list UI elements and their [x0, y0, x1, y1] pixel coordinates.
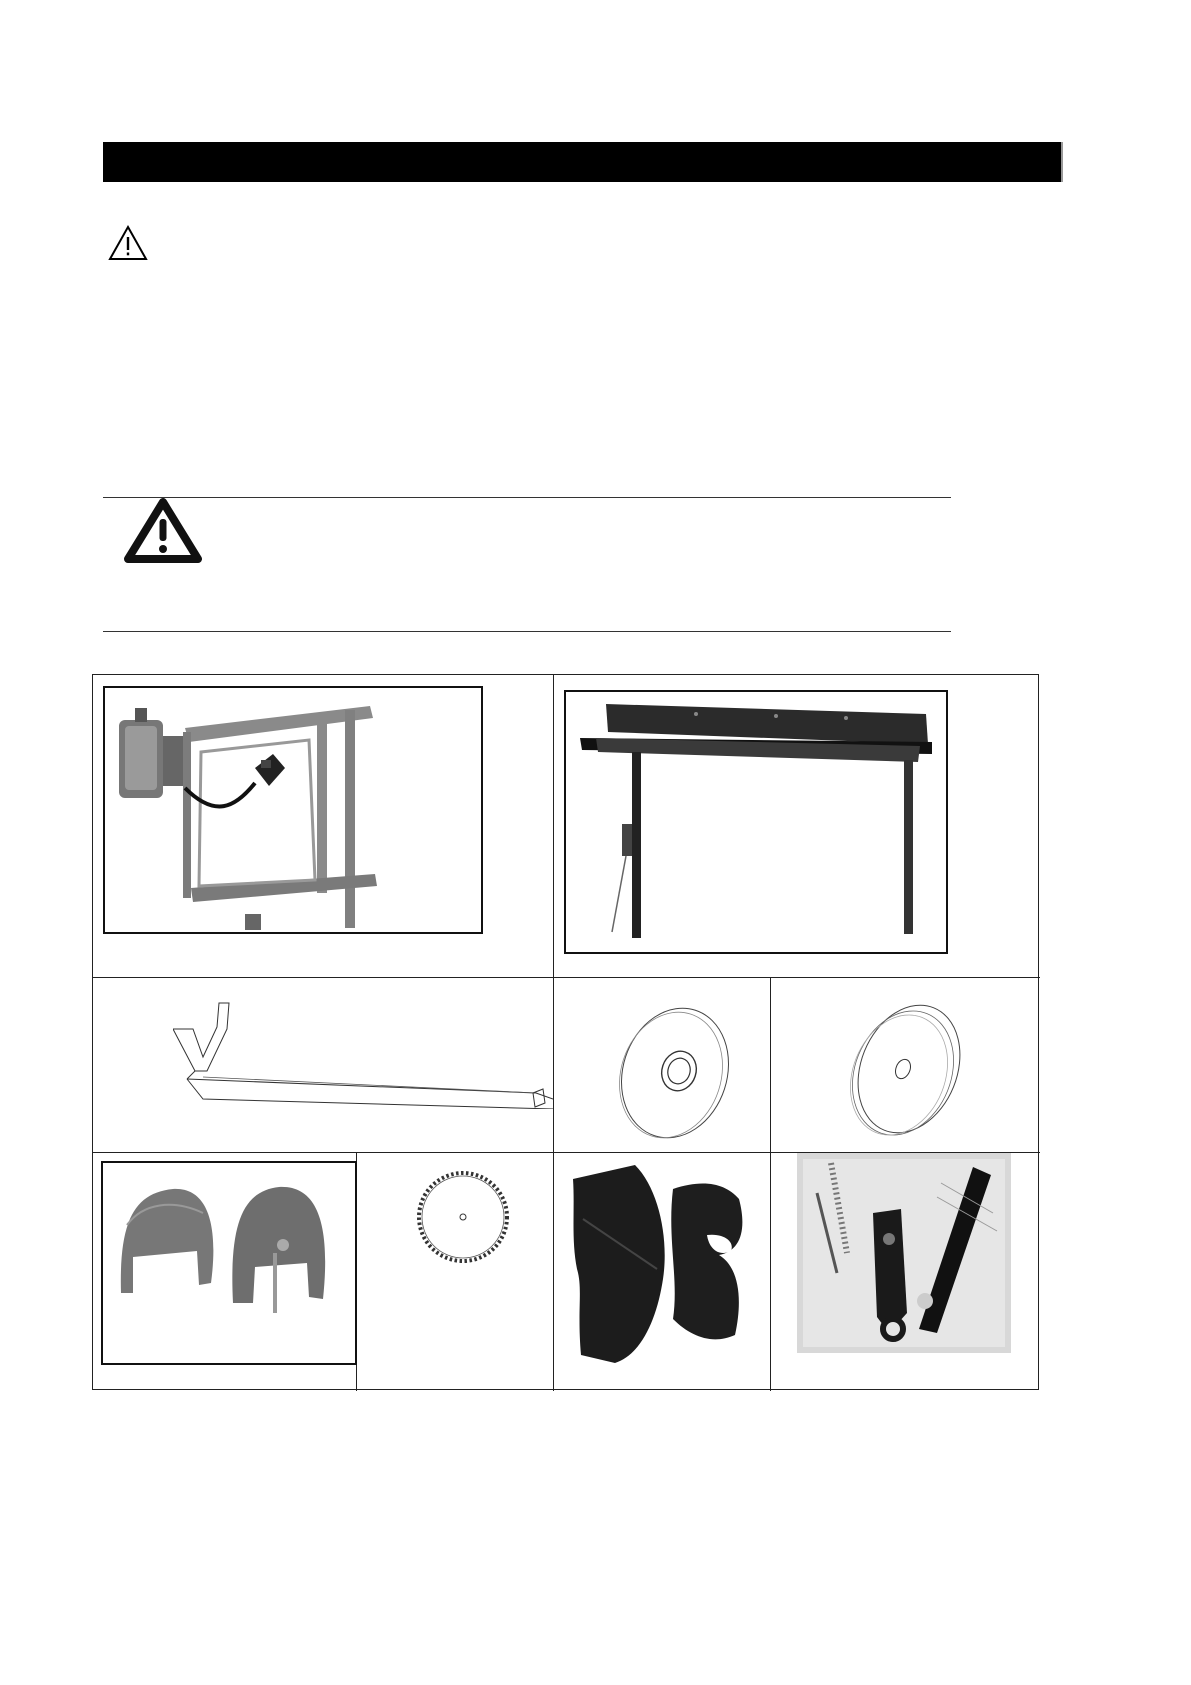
feed-rod-drawing	[173, 999, 553, 1109]
hardware-bag-photo	[797, 1153, 1011, 1353]
warning-triangle-icon	[107, 224, 149, 262]
outer-flange-drawing	[845, 999, 975, 1139]
side-covers-photo	[563, 1159, 763, 1369]
parts-grid	[92, 674, 1039, 1390]
notice-top-rule	[103, 497, 951, 498]
saw-blade-drawing	[413, 1167, 513, 1267]
notice-bottom-rule	[103, 631, 951, 632]
grid-divider	[770, 977, 771, 1391]
blade-guards-photo	[101, 1161, 357, 1365]
saw-table-with-legs-photo	[564, 690, 948, 954]
section-header-bar	[103, 142, 1063, 182]
inner-flange-drawing	[605, 1003, 735, 1143]
grid-divider	[553, 675, 554, 1391]
motor-frame-assembly-photo	[103, 686, 483, 934]
grid-divider	[93, 977, 1040, 978]
warning-triangle-icon	[124, 497, 202, 563]
